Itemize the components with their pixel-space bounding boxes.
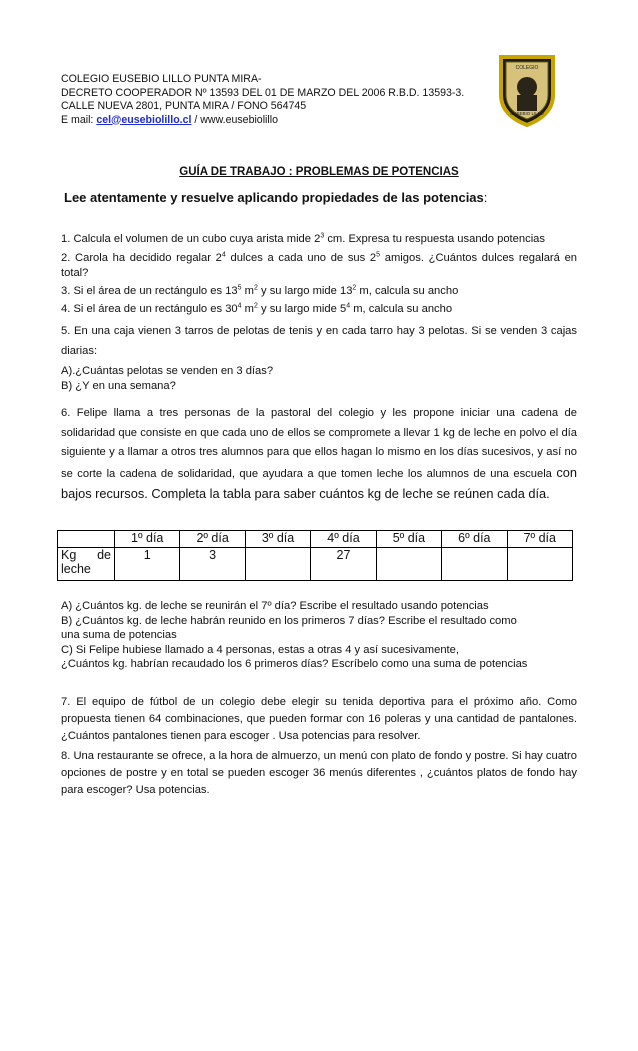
- table-header-cell: 5º día: [376, 531, 441, 548]
- question-6-part-b: B) ¿Cuántos kg. de leche habrán reunido en los primeros 7 días? Escribe el resultado como una suma de potencias: [61, 614, 517, 641]
- table-cell: 27: [311, 548, 376, 581]
- question-6-part-c-question: ¿Cuántos kg. habrían recaudado los 6 primeros días? Escríbelo como una suma de potencias: [61, 658, 528, 670]
- school-name: COLEGIO EUSEBIO LILLO PUNTA MIRA-: [61, 73, 262, 85]
- email-link[interactable]: cel@eusebiolillo.cl: [96, 113, 192, 126]
- table-header-row: [58, 531, 573, 548]
- question-5-part-b: B) ¿Y en una semana?: [61, 380, 176, 392]
- milk-table: [57, 530, 573, 581]
- question-3: 3. Si el área de un rectángulo es $13^5$ $m^2$ y su largo mide $13^2$ m, calcula su ancho: [61, 284, 459, 297]
- table-cell: [376, 548, 441, 581]
- table-header-cell: [58, 531, 115, 548]
- question-5: 5. En una caja vienen 3 tarros de pelotas de tenis y en cada tarro hay 3 pelotas. Si se venden 3 cajas diarias:: [61, 325, 577, 357]
- table-header-cell: 7º día: [507, 531, 572, 548]
- question-6-part-c: C) Si Felipe hubiese llamado a 4 personas, estas a otras 4 y así sucesivamente,: [61, 643, 459, 656]
- question-6-part-a: A) ¿Cuántos kg. de leche se reunirán el 7º día? Escribe el resultado usando potencias: [61, 600, 489, 612]
- school-crest-logo: [497, 53, 557, 128]
- school-header: [61, 73, 464, 127]
- table-cell: 1: [115, 548, 180, 581]
- table-cell: [245, 548, 310, 581]
- question-4: 4. Si el área de un rectángulo es $30^4$ $m^2$ y su largo mide $5^4$ m, calcula su ancho: [61, 302, 453, 315]
- question-6-subquestions: [61, 599, 577, 672]
- table-header-cell: 3º día: [245, 531, 310, 548]
- table-header-cell: 4º día: [311, 531, 376, 548]
- instructions: Lee atentamente y resuelve aplicando propiedades de las potencias:: [64, 190, 488, 205]
- table-cell: [507, 548, 572, 581]
- school-decree: DECRETO COOPERADOR Nº 13593 DEL 01 DE MARZO DEL 2006 R.B.D. 13593-3.: [61, 86, 465, 99]
- school-contact: E mail: cel@eusebiolillo.cl / www.eusebiolillo: [61, 113, 279, 126]
- school-address: CALLE NUEVA 2801, PUNTA MIRA / FONO 564745: [61, 100, 307, 112]
- question-1: 1. Calcula el volumen de un cubo cuya arista mide $2^3$ cm. Expresa tu respuesta usando potencias: [61, 232, 546, 245]
- svg-text:EUSEBIO LILLO: EUSEBIO LILLO: [510, 111, 544, 116]
- table-header-cell: 1º día: [115, 531, 180, 548]
- question-6: 6. Felipe llama a tres personas de la pastoral del colegio y les propone iniciar una cadena de solidaridad que consiste en que cada uno de ellos se compromete a llevar 1 kg de leche en polvo el día siguiente y a llamar a otros tres alumnos para que ellos hagan lo mismo en los días sucesivos, y así no se corte la cadena de solidaridad, que ayudara a que tomen leche los alumnos de una escuela con bajos recursos. Completa la tabla para saber cuántos kg de leche se reúnen cada día.: [61, 407, 578, 501]
- svg-text:COLEGIO: COLEGIO: [515, 65, 539, 71]
- table-cell: [442, 548, 507, 581]
- question-2: 2. Carola ha decidido regalar $2^4$ dulces a cada uno de sus $2^5$ amigos. ¿Cuántos dulces regalará en total?: [61, 251, 578, 279]
- question-8: 8. Una restaurante se ofrece, a la hora de almuerzo, un menú con plato de fondo y postre. Si hay cuatro opciones de postre y en total se pueden escoger 36 menús diferentes , ¿cuántos platos de fondo hay para escoger? Usa potencias.: [61, 750, 577, 796]
- page-title: GUÍA DE TRABAJO : PROBLEMAS DE POTENCIAS: [179, 166, 459, 178]
- question-7: 7. El equipo de fútbol de un colegio debe elegir su tenida deportiva para el próximo año. Como propuesta tienen 64 combinaciones, que pueden formar con 16 poleras y una cantidad de pantalones. ¿Cuántos pantalones tienen para escoger . Usa potencias para resolver.: [61, 696, 577, 742]
- table-row-label: Kg de leche: [58, 548, 115, 581]
- table-row: [58, 548, 573, 581]
- table-header-cell: 2º día: [180, 531, 245, 548]
- table-cell: 3: [180, 548, 245, 581]
- table-header-cell: 6º día: [442, 531, 507, 548]
- question-5-part-a: A).¿Cuántas pelotas se venden en 3 días?: [61, 365, 274, 377]
